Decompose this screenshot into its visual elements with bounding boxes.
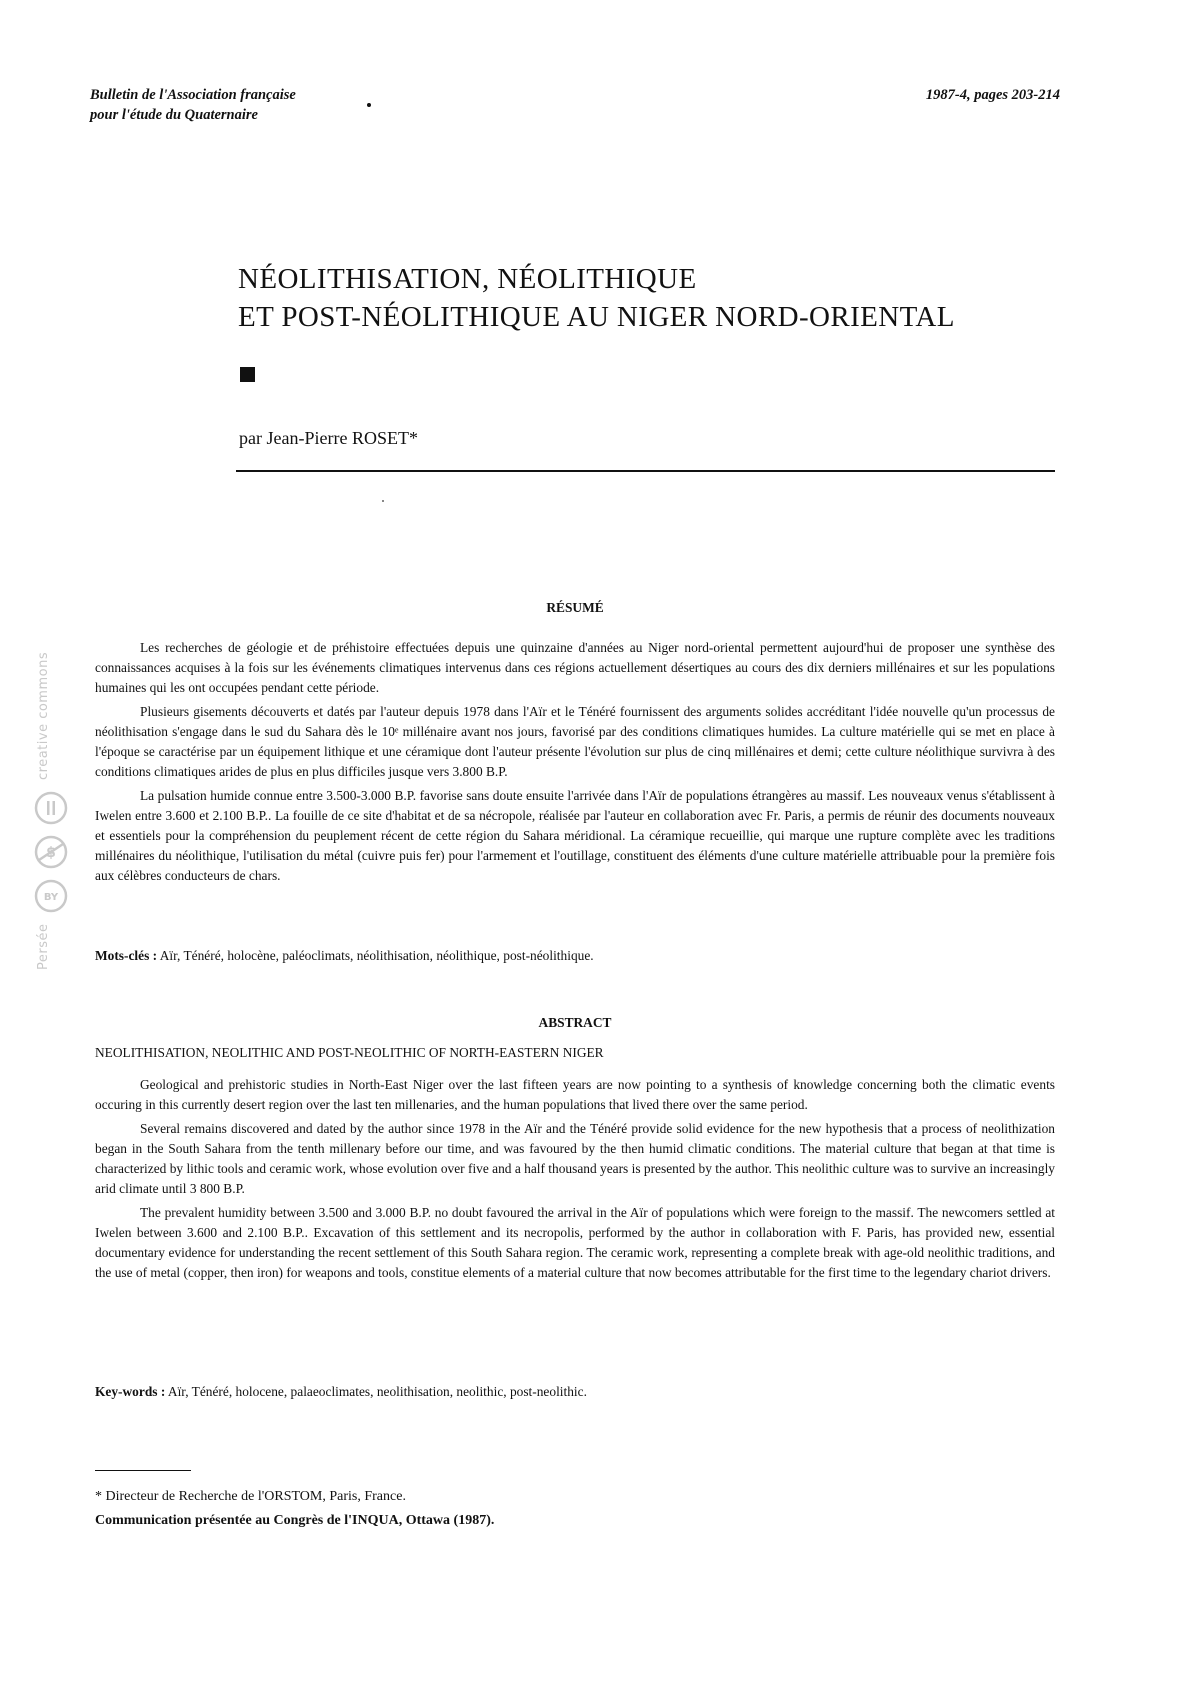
persee-text: Persée: [36, 923, 51, 970]
keywords-label: Key-words :: [95, 1384, 166, 1399]
paper-title: [238, 260, 955, 336]
footnote-rule: [95, 1470, 191, 1471]
resume-paragraph: Plusieurs gisements découverts et datés par l'auteur depuis 1978 dans l'Aïr et le Ténéré fournissent des arguments solides accréditant l'idée nouvelle qu'un processus de néolithisation s'engage dans le sud du Sahara dès le 10ᵉ millénaire avant nos jours, favorisé par des conditions climatiques humides. La culture matérielle qui se met en place à l'époque se caractérise par un équipement lithique et une céramique dont l'auteur présente l'évolution sur plus de cinq millénaires et demi; cette culture néolithique survivra à des conditions climatiques arides de plus en plus difficiles jusque vers 3.800 B.P.: [95, 704, 1055, 779]
resume-paragraph: La pulsation humide connue entre 3.500-3.000 B.P. favorise sans doute ensuite l'arrivée dans l'Aïr de populations étrangères au massif. Les nouveaux venus s'établissent à Iwelen entre 3.600 et 2.100 B.P.. La fouille de ce site d'habitat et de sa nécropole, réalisée par l'auteur en collaboration avec Fr. Paris, a permis de réunir des documents nouveaux et essentiels pour la compréhension du peuplement récent de cette région du Sahara méridional. La céramique recueillie, qui marque une rupture complète avec les traditions millénaires du néolithique, l'utilisation du métal (cuivre puis fer) pour l'armement et l'outillage, constituent des éléments d'une culture matérielle attribuable pour la première fois aux célèbres conducteurs de chars.: [95, 788, 1055, 883]
title-line-2: ET POST-NÉOLITHIQUE AU NIGER NORD-ORIENTAL: [238, 301, 955, 333]
license-watermark: [28, 651, 74, 990]
journal-name: [90, 85, 296, 125]
journal-line-2: pour l'étude du Quaternaire: [90, 107, 258, 123]
keywords-label: Mots-clés :: [95, 948, 158, 963]
cc-nc-icon: [33, 834, 69, 870]
abstract-subtitle: NEOLITHISATION, NEOLITHIC AND POST-NEOLITHIC OF NORTH-EASTERN NIGER: [95, 1045, 604, 1060]
header-bullet: [367, 103, 371, 107]
keywords-list: Aïr, Ténéré, holocène, paléoclimats, néolithisation, néolithique, post-néolithique.: [157, 948, 594, 963]
keywords-list: Aïr, Ténéré, holocene, palaeoclimates, neolithisation, neolithic, post-neolithic.: [165, 1384, 587, 1399]
issue-pages: 1987-4, pages 203-214: [925, 87, 1060, 103]
scan-speck: [382, 500, 384, 502]
resume-keywords: [95, 948, 1055, 964]
abstract-paragraph: Several remains discovered and dated by the author since 1978 in the Aïr and the Ténéré provide solid evidence for the new hypothesis that a process of neolithization began in the South Sahara from the tenth millenary before our time, and was favoured by the then humid climatic conditions. The material culture that began at that time is characterized by lithic tools and ceramic work, whose evolution over five and a half thousand years is presented by the author. This neolithic culture was to survive an increasingly arid climate until 3 800 B.P.: [95, 1121, 1055, 1196]
creative-commons-text: creative commons: [36, 651, 51, 780]
title-line-1: NÉOLITHISATION, NÉOLITHIQUE: [238, 263, 697, 295]
abstract-paragraph: The prevalent humidity between 3.500 and 3.000 B.P. no doubt favoured the arrival in the Aïr of populations which were foreign to the massif. The newcomers settled at Iwelen between 3.600 and 2.100 B.P.. Excavation of this settlement and its necropolis, performed by the author in collaboration with F. Paris, has provided new, essential documentary evidence for understanding the recent settlement of this South Sahara region. The ceramic work, representing a complete break with age-old neolithic traditions, and the use of metal (copper, then iron) for weapons and tools, constitue elements of a material culture that now becomes attributable for the first time to the legendary chariot drivers.: [95, 1205, 1055, 1280]
cc-nd-icon: [33, 790, 69, 826]
resume-heading: RÉSUMÉ: [546, 600, 604, 615]
svg-text:BY: BY: [43, 892, 59, 903]
affiliation-footnote: * Directeur de Recherche de l'ORSTOM, Paris, France.: [95, 1489, 406, 1504]
abstract-body: [95, 1075, 1055, 1287]
svg-text:$: $: [46, 845, 56, 861]
communication-note: Communication présentée au Congrès de l'INQUA, Ottawa (1987).: [95, 1513, 495, 1528]
title-rule: [236, 470, 1055, 472]
author-line: par Jean-Pierre ROSET*: [239, 428, 418, 448]
abstract-heading: ABSTRACT: [538, 1015, 612, 1030]
footnotes: [95, 1485, 494, 1533]
cc-by-icon: [33, 878, 69, 914]
resume-paragraph: Les recherches de géologie et de préhistoire effectuées depuis une quinzaine d'années au Niger nord-oriental permettent aujourd'hui de proposer une synthèse des connaissances acquises à la fois sur les événements climatiques intervenus dans ces régions actuellement désertiques au cours des dix derniers millénaires et sur les populations humaines qui les ont occupées pendant cette période.: [95, 640, 1055, 695]
abstract-paragraph: Geological and prehistoric studies in North-East Niger over the last fifteen years are now pointing to a synthesis of knowledge concerning both the climatic events occuring in this currently desert region over the last ten millenaries, and the human populations that lived there over the same period.: [95, 1077, 1055, 1112]
journal-line-1: Bulletin de l'Association française: [90, 87, 296, 103]
resume-body: [95, 638, 1055, 890]
abstract-keywords: [95, 1384, 1055, 1400]
title-square-ornament: [240, 367, 255, 382]
